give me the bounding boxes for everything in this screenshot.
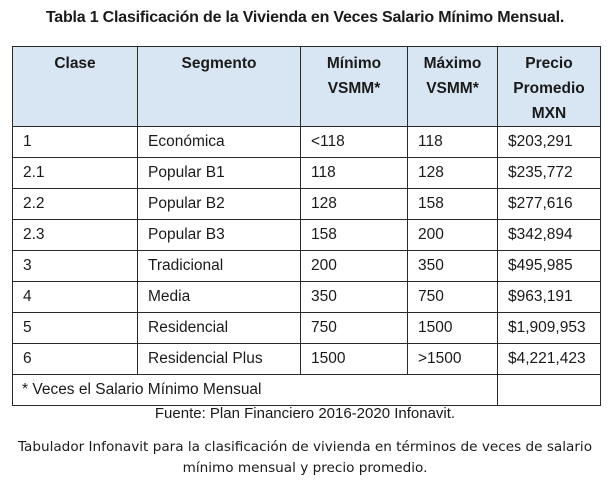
cell-clase: 1 (13, 127, 138, 158)
cell-maximo: 750 (408, 282, 498, 313)
table-source: Fuente: Plan Financiero 2016-2020 Infonavit. (154, 405, 456, 422)
cell-maximo: 350 (408, 251, 498, 282)
header-minimo (301, 47, 408, 127)
footnote-row (13, 375, 601, 406)
cell-precio: $963,191 (498, 282, 601, 313)
caption-line: Tabulador Infonavit para la clasificación de vivienda en términos de veces de salario (17, 439, 593, 455)
cell-clase: 3 (13, 251, 138, 282)
cell-maximo: 158 (408, 189, 498, 220)
cell-precio: $235,772 (498, 158, 601, 189)
cell-minimo: 1500 (301, 344, 408, 375)
table-footnote: * Veces el Salario Mínimo Mensual (13, 375, 498, 406)
header-segmento (138, 47, 301, 127)
empty-cell (498, 375, 601, 406)
table-row (13, 344, 601, 375)
cell-segmento: Residencial Plus (138, 344, 301, 375)
cell-precio: $277,616 (498, 189, 601, 220)
cell-maximo: 118 (408, 127, 498, 158)
cell-clase: 4 (13, 282, 138, 313)
cell-segmento: Popular B3 (138, 220, 301, 251)
table-header-row (13, 47, 601, 127)
cell-precio: $342,894 (498, 220, 601, 251)
table-row (13, 127, 601, 158)
cell-minimo: 118 (301, 158, 408, 189)
cell-clase: 6 (13, 344, 138, 375)
cell-segmento: Popular B2 (138, 189, 301, 220)
header-precio-line: Precio (525, 55, 573, 72)
header-maximo-line: VSMM* (426, 80, 479, 97)
table-row (13, 189, 601, 220)
cell-segmento: Tradicional (138, 251, 301, 282)
header-minimo-line: Mínimo (326, 55, 382, 72)
header-maximo (408, 47, 498, 127)
table-row (13, 282, 601, 313)
table-title: Tabla 1 Clasificación de la Vivienda en Veces Salario Mínimo Mensual. (45, 9, 565, 26)
cell-minimo: 158 (301, 220, 408, 251)
cell-minimo: 350 (301, 282, 408, 313)
cell-precio: $203,291 (498, 127, 601, 158)
header-precio-line: Promedio (513, 80, 585, 97)
cell-minimo: <118 (301, 127, 408, 158)
cell-precio: $495,985 (498, 251, 601, 282)
cell-minimo: 200 (301, 251, 408, 282)
caption-line: mínimo mensual y precio promedio. (182, 460, 428, 476)
cell-maximo: >1500 (408, 344, 498, 375)
cell-maximo: 1500 (408, 313, 498, 344)
header-clase-line: Clase (54, 55, 96, 72)
cell-precio: $4,221,423 (498, 344, 601, 375)
table-row (13, 251, 601, 282)
figure-caption (0, 437, 610, 479)
cell-minimo: 750 (301, 313, 408, 344)
header-segmento-line: Segmento (181, 55, 257, 72)
cell-segmento: Media (138, 282, 301, 313)
header-maximo-line: Máximo (423, 55, 482, 72)
cell-clase: 5 (13, 313, 138, 344)
cell-clase: 2.2 (13, 189, 138, 220)
cell-segmento: Popular B1 (138, 158, 301, 189)
cell-clase: 2.3 (13, 220, 138, 251)
cell-minimo: 128 (301, 189, 408, 220)
cell-precio: $1,909,953 (498, 313, 601, 344)
cell-segmento: Económica (138, 127, 301, 158)
housing-classification-table (12, 46, 601, 406)
cell-maximo: 200 (408, 220, 498, 251)
cell-clase: 2.1 (13, 158, 138, 189)
table-row (13, 313, 601, 344)
table-row (13, 158, 601, 189)
header-precio-line: MXN (531, 105, 567, 122)
cell-maximo: 128 (408, 158, 498, 189)
table-row (13, 220, 601, 251)
header-clase (13, 47, 138, 127)
header-precio (498, 47, 601, 127)
header-minimo-line: VSMM* (327, 80, 381, 97)
cell-segmento: Residencial (138, 313, 301, 344)
